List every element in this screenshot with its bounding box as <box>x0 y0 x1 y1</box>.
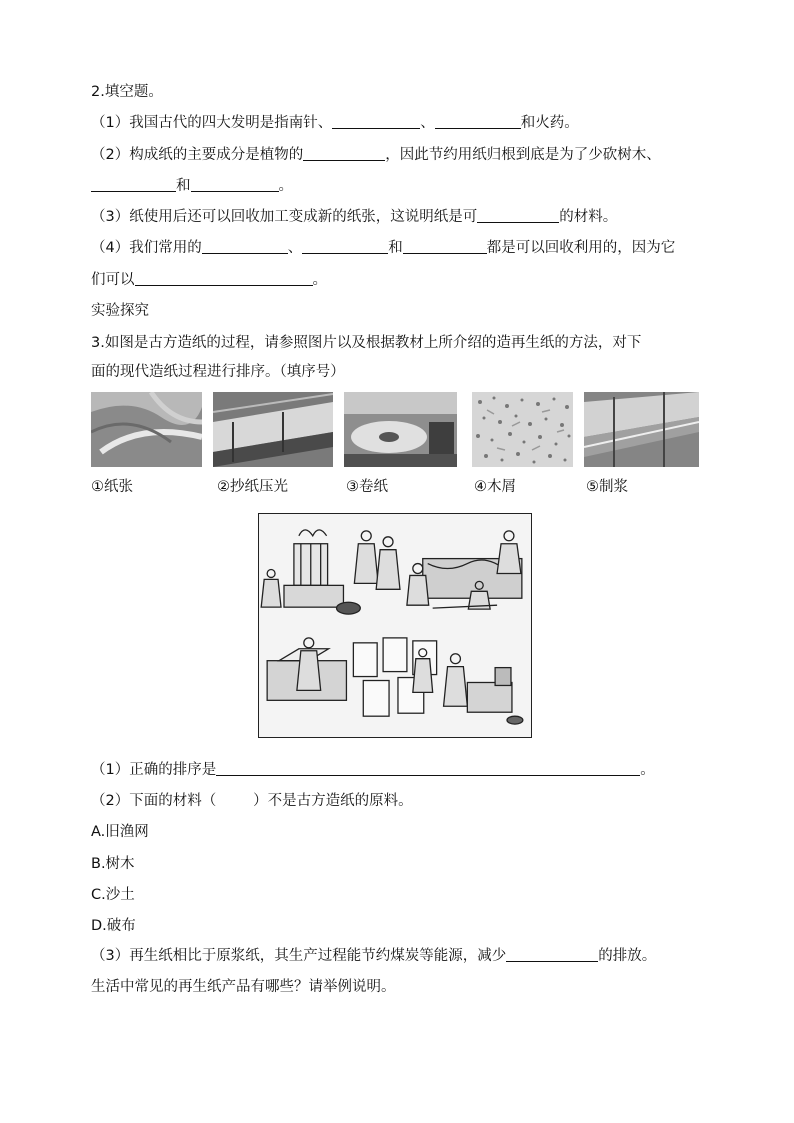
question-4-line-1 <box>91 238 675 258</box>
paper-machine-photo <box>213 392 333 467</box>
q4-line2-prefix: 们可以 <box>91 272 135 288</box>
experiment-question-line-2: 面的现代造纸过程进行排序。（填序号） <box>91 364 345 380</box>
q2-end: 。 <box>278 178 293 194</box>
q1-suffix: 和火药。 <box>520 115 579 131</box>
photo-caption-4: ④木屑 <box>474 479 516 495</box>
q1-mid: 、 <box>420 115 435 131</box>
sub1-prefix: （1）正确的排序是 <box>91 762 217 778</box>
experiment-question-line-1: 3.如图是古方造纸的过程，请参照图片以及根据教材上所介绍的造再生纸的方法，对下 <box>91 335 642 351</box>
q3-blank[interactable] <box>477 207 559 223</box>
q4-blank-2[interactable] <box>302 238 388 254</box>
photo-caption-1: ①纸张 <box>91 479 133 495</box>
q4-suffix: 都是可以回收利用的，因为它 <box>486 240 676 256</box>
q4-blank-4[interactable] <box>135 270 313 286</box>
question-1 <box>91 113 579 133</box>
option-b[interactable]: B.树木 <box>91 856 135 872</box>
wood-chips-photo <box>472 392 573 467</box>
photo-caption-5: ⑤制浆 <box>586 479 628 495</box>
option-a[interactable]: A.旧渔网 <box>91 824 149 840</box>
q2-suffix: ，因此节约用纸归根到底是为了少砍树木、 <box>385 147 661 163</box>
q2-blank-3[interactable] <box>191 176 279 192</box>
paper-roll-photo <box>91 392 202 467</box>
q2-blank-1[interactable] <box>303 145 385 161</box>
q4-sep1: 、 <box>287 240 303 256</box>
roll-machine-photo <box>344 392 457 467</box>
q4-prefix: （4）我们常用的 <box>91 240 202 256</box>
sub3-prefix: （3）再生纸相比于原浆纸，其生产过程能节约煤炭等能源，减少 <box>91 948 507 964</box>
q2-mid: 和 <box>176 178 191 194</box>
question-2-line-1 <box>91 145 661 165</box>
question-3 <box>91 207 617 227</box>
q4-blank-1[interactable] <box>202 238 288 254</box>
section-title: 2.填空题。 <box>91 84 163 100</box>
q3-suffix: 的材料。 <box>559 209 618 225</box>
q3-prefix: （3）纸使用后还可以回收加工变成新的纸张，这说明纸是可 <box>91 209 478 225</box>
sub-question-1 <box>91 760 655 780</box>
sub3-blank[interactable] <box>506 946 598 962</box>
photo-caption-3: ③卷纸 <box>346 479 388 495</box>
question-4-line-2 <box>91 270 327 290</box>
q4-sep2: 和 <box>388 240 403 256</box>
sub1-answer-blank[interactable] <box>216 760 640 776</box>
sub1-suffix: 。 <box>640 762 655 778</box>
q2-blank-2[interactable] <box>91 176 176 192</box>
ancient-papermaking-illustration <box>258 513 532 738</box>
q4-blank-3[interactable] <box>403 238 487 254</box>
pulp-machine-photo <box>584 392 699 467</box>
sub-question-3-line-2: 生活中常见的再生纸产品有哪些？请举例说明。 <box>91 979 396 995</box>
sub-question-2: （2）下面的材料（ ）不是古方造纸的原料。 <box>91 793 413 809</box>
q4-end: 。 <box>312 272 327 288</box>
option-c[interactable]: C.沙土 <box>91 887 135 903</box>
question-2-line-2 <box>91 176 293 196</box>
experiment-heading: 实验探究 <box>91 303 149 319</box>
sub3-suffix: 的排放。 <box>598 948 657 964</box>
photo-caption-2: ②抄纸压光 <box>217 479 288 495</box>
option-d[interactable]: D.破布 <box>91 918 136 934</box>
q1-blank-2[interactable] <box>435 113 521 129</box>
sub-question-3-line-1 <box>91 946 656 966</box>
q1-blank-1[interactable] <box>332 113 420 129</box>
q2-prefix: （2）构成纸的主要成分是植物的 <box>91 147 304 163</box>
q1-prefix: （1）我国古代的四大发明是指南针、 <box>91 115 333 131</box>
